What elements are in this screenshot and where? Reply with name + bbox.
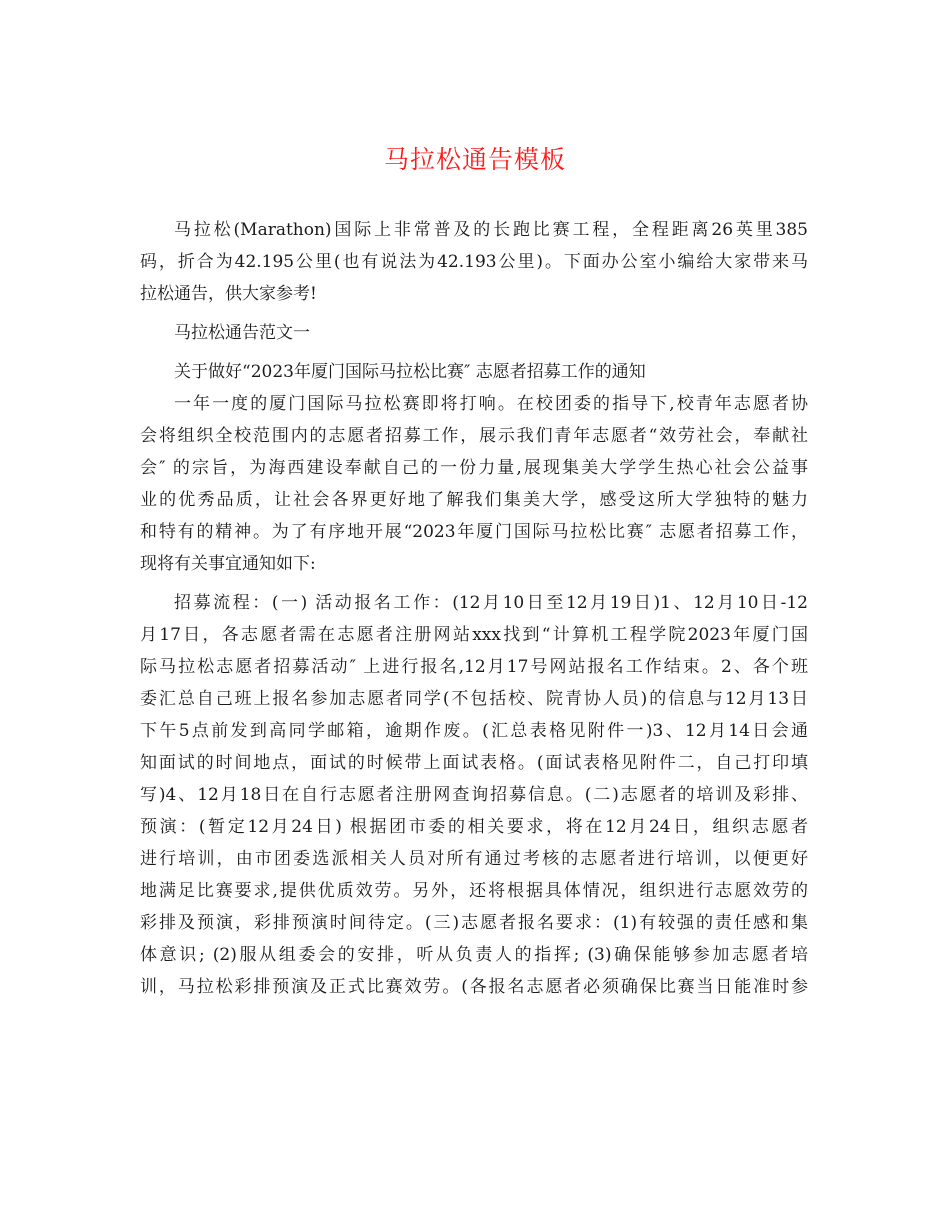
- text-line: 招募流程：(一) 活动报名工作：(12月10日至12月19日)1、12月10日-12: [174, 593, 808, 613]
- text-line: 现将有关事宜通知如下:: [140, 554, 316, 574]
- text-line: 体意识; (2)服从组委会的安排，听从负责人的指挥; (3)确保能够参加志愿者培: [140, 945, 808, 965]
- paragraph-intro: [140, 214, 808, 310]
- text-line: 委汇总自己班上报名参加志愿者同学(不包括校、院青协人员)的信息与12月13日: [140, 689, 808, 709]
- text-line: 马拉松(Marathon)国际上非常普及的长跑比赛工程，全程距离26英里385: [174, 220, 808, 240]
- text-line: 写)4、12月18日在自行志愿者注册网查询招募信息。(二)志愿者的培训及彩排、: [140, 785, 808, 805]
- text-line: 码，折合为42.195公里(也有说法为42.193公里)。下面办公室小编给大家带来马: [140, 252, 808, 272]
- text-line: 一年一度的厦门国际马拉松赛即将打响。在校团委的指导下,校青年志愿者协: [174, 394, 808, 414]
- text-line: 彩排及预演，彩排预演时间待定。(三)志愿者报名要求：(1)有较强的责任感和集: [140, 913, 808, 933]
- text-line: 进行培训，由市团委选派相关人员对所有通过考核的志愿者进行培训，以便更好: [140, 849, 808, 869]
- text-line: 训，马拉松彩排预演及正式比赛效劳。(各报名志愿者必须确保比赛当日能准时参: [140, 977, 808, 997]
- text-line: 业的优秀品质，让社会各界更好地了解我们集美大学，感受这所大学独特的魅力: [140, 490, 808, 510]
- text-line: 知面试的时间地点，面试的时候带上面试表格。(面试表格见附件二，自己打印填: [140, 753, 808, 773]
- document-title: 马拉松通告模板: [383, 145, 566, 174]
- text-line: 预演：(暂定12月24日) 根据团市委的相关要求，将在12月24日，组织志愿者: [140, 817, 808, 837]
- text-line: 会″ 的宗旨，为海西建设奉献自己的一份力量,展现集美大学学生热心社会公益事: [140, 458, 808, 478]
- text-line: 际马拉松志愿者招募活动″ 上进行报名,12月17号网站报名工作结束。2、各个班: [140, 657, 808, 677]
- text-line: 拉松通告，供大家参考!: [140, 284, 317, 304]
- text-line: 关于做好“2023年厦门国际马拉松比赛″ 志愿者招募工作的通知: [174, 362, 646, 382]
- paragraph-recruitment-process: [140, 587, 808, 1003]
- text-line: 会将组织全校范围内的志愿者招募工作，展示我们青年志愿者“效劳社会，奉献社: [140, 426, 808, 446]
- text-line: 和特有的精神。为了有序地开展“2023年厦门国际马拉松比赛″ 志愿者招募工作，: [140, 522, 808, 542]
- text-line: 月17日，各志愿者需在志愿者注册网站xxx找到“计算机工程学院2023年厦门国: [140, 625, 808, 645]
- paragraph-sample-heading: [140, 317, 808, 349]
- paragraph-background: [140, 388, 808, 580]
- document-body: [140, 214, 808, 1003]
- text-line: 地满足比赛要求,提供优质效劳。另外，还将根据具体情况，组织进行志愿效劳的: [140, 881, 808, 901]
- text-line: 下午5点前发到高同学邮箱，逾期作废。(汇总表格见附件一)3、12月14日会通: [140, 721, 808, 741]
- paragraph-notice-title: [140, 356, 808, 388]
- text-line: 马拉松通告范文一: [174, 323, 310, 343]
